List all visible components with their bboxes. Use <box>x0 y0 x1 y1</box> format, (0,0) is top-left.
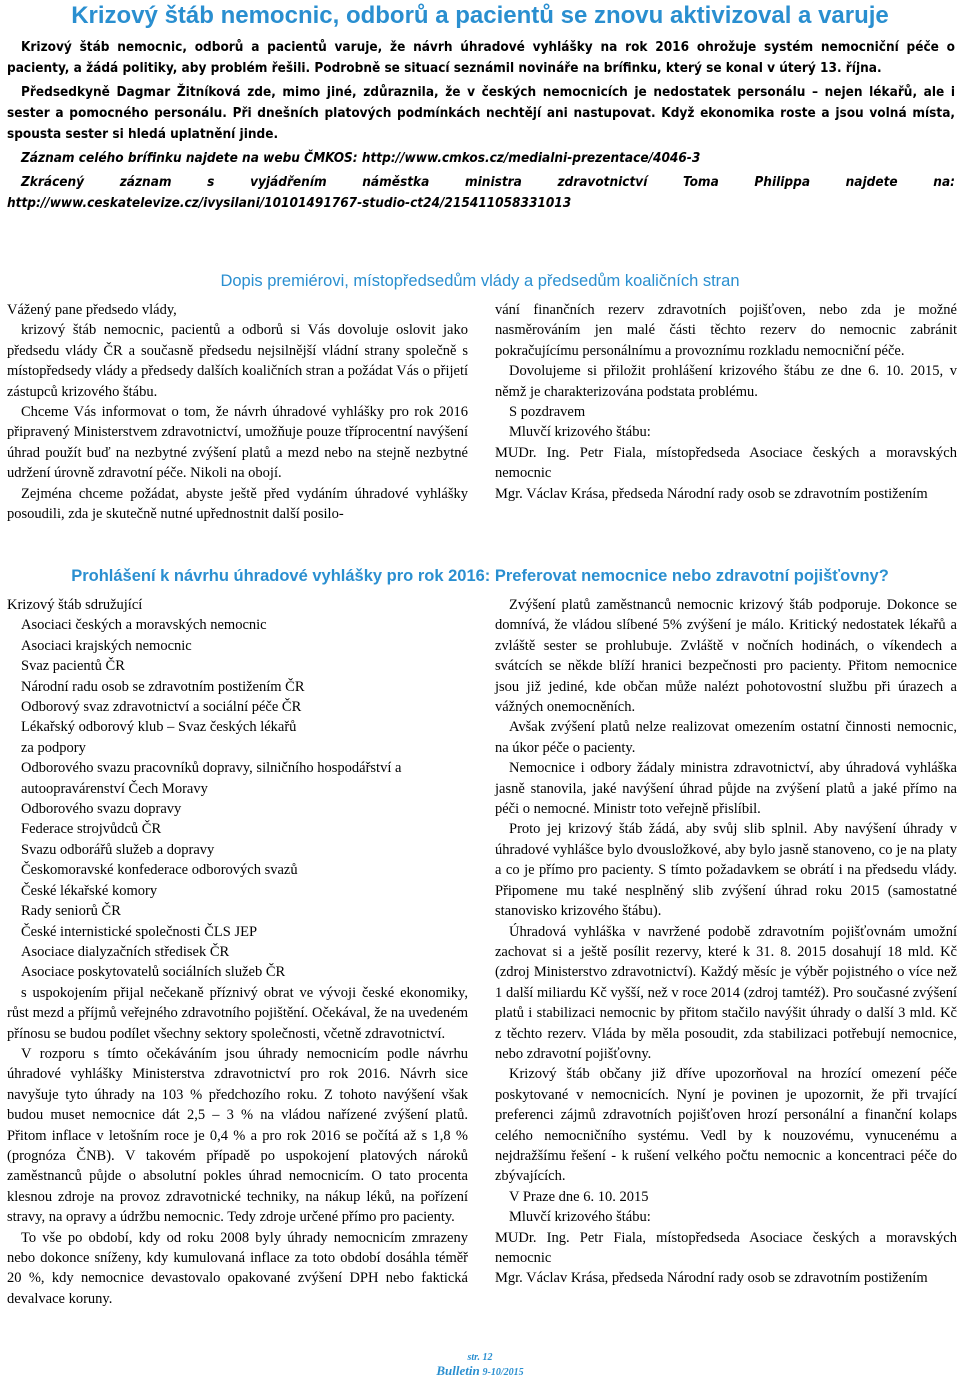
organization-list-item: Odborový svaz zdravotnictví a sociální péče ČR <box>21 699 302 716</box>
intro-paragraph-3: Záznam celého brífinku najdete na webu ČMKOS: http://www.cmkos.cz/medialni-prezentace/4046-3 <box>21 150 701 166</box>
intro-paragraph-2: Předsedkyně Dagmar Žitníková zde, mimo jiné, zdůraznila, že v českých nemocnicích je nedostatek personálu – nejen lékařů, ale i sester a pomocného personálu. Při dnešních platových podmínkách nechtějí ani nastupovat. Když ekonomika roste a jsou volná místa, spousta sester si hledá uplatnění jinde. <box>7 84 955 142</box>
declaration-paragraph: Úhradová vyhláška v navržené podobě zdravotním pojišťovnám umožní zachovat si a ještě posílit rezervy, které k 31. 8. 2015 dosahují 18 mld. Kč (zdroj Ministerstvo zdravotnictví). Každý měsíc je výběr pojistného o více než 1 další miliardu Kč vyšší, než v roce 2014 (zdroj tamtéž). Pro současné zvýšení platů i stabilizaci nemocnic by přitom stačilo navýšit úhrady o další 3 mld. Kč z těchto rezerv. Vláda by měla posoudit, zda stabilizaci potřebují nemocnice, nebo zdravotní pojišťovny. <box>495 923 957 1062</box>
intro-paragraph-1: Krizový štáb nemocnic, odborů a pacientů varuje, že návrh úhradové vyhlášky na rok 2016 ohrožuje systém nemocniční péče o pacienty, a žádá politiky, aby problém řešili. Podrobně se situací seznámil novináře na brífinku, který se konal v úterý 13. října. <box>7 39 955 76</box>
declaration-signature: Mgr. Václav Krása, předseda Národní rady osob se zdravotním postižením <box>495 1270 928 1287</box>
organization-list-item: Asociace poskytovatelů sociálních služeb ČR <box>21 964 286 981</box>
declaration-paragraph: To vše po období, kdy od roku 2008 byly úhrady nemocnicím zmrazeny nebo dokonce sníženy, kdy kumulovaná inflace za toto období dosáhla téměř 20 %, kdy nemocnice devastovalo opakované zvýšení DPH nebo faktická devalvace koruny. <box>7 1229 468 1307</box>
organization-list-item: Odborového svazu pracovníků dopravy, silničního hospodářství a autoopravárenství Čech Moravy <box>21 760 402 797</box>
organization-list-item: Federace strojvůdců ČR <box>21 821 162 838</box>
organization-list-item: Asociace dialyzačních středisek ČR <box>21 943 230 960</box>
declaration-signature: MUDr. Ing. Petr Fiala, místopředseda Asociace českých a moravských nemocnic <box>495 1229 957 1266</box>
declaration-place-date: V Praze dne 6. 10. 2015 <box>509 1188 649 1205</box>
letter-paragraph: Zejména chceme požádat, abyste ještě před vydáním úhradové vyhlášky posoudili, zda je skutečně nutné upřednostnit další posilo- <box>7 485 468 523</box>
letter-salutation: Vážený pane předsedo vlády, <box>7 302 177 318</box>
organization-list-item: Asociaci českých a moravských nemocnic <box>21 617 267 634</box>
letter-paragraph: Dovolujeme si přiložit prohlášení krizového štábu ze dne 6. 10. 2015, v němž je charakterizována podstata problému. <box>495 363 957 400</box>
letter-left-column <box>7 300 468 524</box>
letter-signature: Mgr. Václav Krása, předseda Národní rady osob se zdravotním postižením <box>495 485 928 502</box>
declaration-paragraph: Krizový štáb občany již dříve upozorňoval na hrozící omezení péče poskytované v nemocnicích. Nyní je povinen je upozornit, že při trvající preferenci zájmů zdravotních pojišťoven hrozí personální a finanční kolaps celého nemocničního systému. Vedl by k nouzovému, vynucenému a nejdražšímu řešení - k rušení velkého počtu nemocnic a koncentraci péče do zbývajících. <box>495 1066 957 1185</box>
declaration-paragraph: s uspokojením přijal nečekaně příznivý obrat ve vývoji české ekonomiky, růst mezd a příjmů veřejného zdravotního pojištění. Očekával, že na uvedeném přínosu se budou podílet všechny sektory společnosti, včetně zdravotnictví. <box>7 984 468 1042</box>
organization-list-item: Národní radu osob se zdravotním postižením ČR <box>21 678 305 695</box>
magazine-name: Bulletin <box>436 1363 480 1378</box>
organization-list-item: Asociaci krajských nemocnic <box>21 637 192 654</box>
declaration-paragraph: Zvýšení platů zaměstnanců nemocnic krizový štáb podporuje. Dokonce se domnívá, že vládou slíbené 5% zvýšení je málo. Kritický nedostatek lékařů a zvláště sester se prohlubuje. Zvláště v nočních hodinách, o víkendech a svátcích se někde blíží hranici bezpečnosti pro pacienty. Přitom nemocnice jsou již jediné, kde občan může nalézt pohotovostní službu při úrazech a vážných onemocněních. <box>495 597 957 716</box>
declaration-right-column <box>495 595 957 1289</box>
organization-list-item: České lékařské komory <box>21 882 158 899</box>
organization-list-item: Českomoravské konfederace odborových svazů <box>21 862 298 879</box>
declaration-lead: Krizový štáb sdružující <box>7 597 143 613</box>
organization-list-item: Rady seniorů ČR <box>21 903 121 920</box>
organization-list-item: Odborového svazu dopravy <box>21 801 182 818</box>
declaration-paragraph: V rozporu s tímto očekáváním jsou úhrady nemocnicím podle návrhu úhradové vyhlášky Ministerstva zdravotnictví pro rok 2016. Návrh sice navyšuje tyto úhrady na 103 % předchozího roku. Z tohoto navýšení však budou muset nemocnice dát 2,5 – 3 % na vládou nařízené zvýšení platů. Přitom inflace v letošním roce je 0,4 % a pro rok 2016 se počítá až s 1,8 % (prognóza ČNB). V takovém případě po uspokojení platových nároků zaměstnanců půjde o absolutní pokles úhrad nemocnicím. O tato procenta klesnou zdroje na provoz zdravotnické techniky, na nákup léků, na pořízení stravy, na opravy a údržbu nemocnic. Tedy zdroje určené přímo pro pacienty. <box>7 1045 468 1226</box>
article-title: Krizový štáb nemocnic, odborů a pacientů se znovu aktivizoval a varuje <box>71 2 889 29</box>
intro-paragraph-4: Zkrácený záznam s vyjádřením náměstka ministra zdravotnictví Toma Philippa najdete na: http://www.ceskatelevize.cz/ivysilani/10101491767-studio-ct24/215411058331013 <box>7 174 955 211</box>
letter-paragraph: vání finančních rezerv zdravotních pojišťoven, nebo zda je možné nasměrováním jen malé části těchto rezerv do nemocnic zabránit pokračujícímu personálnímu a provoznímu rozkladu nemocniční péče. <box>495 302 957 359</box>
article-intro <box>7 34 955 214</box>
organization-list-item: Lékařský odborový klub – Svaz českých lékařů <box>21 719 297 736</box>
support-label: za podpory <box>21 739 86 756</box>
member-list <box>7 615 468 737</box>
letter-paragraph: Chceme Vás informovat o tom, že návrh úhradové vyhlášky pro rok 2016 připravený Ministerstvem zdravotnictví, umožňuje pouze tříprocentní navýšení úhrad použít buď na nezbytné zvýšení platů a mezd nebo na stejně nezbytné udržení úrovně zdravotní péče. Nikoli na obojí. <box>7 404 468 482</box>
letter-right-column <box>495 300 957 504</box>
organization-list-item: Svaz pacientů ČR <box>21 658 125 675</box>
organization-list-item: České internistické společnosti ČLS JEP <box>21 923 258 940</box>
declaration-paragraph: Proto jej krizový štáb žádá, aby svůj slib splnil. Aby navýšení úhrady v úhradové vyhlášce bylo dvousložkové, aby bylo jasně stanoveno, co je na platy a co je přímo pro pacienty. S tímto požadavkem se obrátí i na předsedu vlády. Připomene mu také nesplněný slib zvýšení úhrad roku 2015 (samostatné stanovisko krizového štábu). <box>495 821 957 920</box>
letter-spokes-label: Mluvčí krizového štábu: <box>509 424 651 441</box>
declaration-paragraph: Nemocnice i odbory žádaly ministra zdravotnictví, aby úhradová vyhláška jasně stanovila, jaké navýšení úhrad půjde na zvýšení platů a jaké přímo na péči o nemocné. Ministr toto veřejně přislíbil. <box>495 760 957 818</box>
declaration-spokes-label: Mluvčí krizového štábu: <box>509 1209 651 1226</box>
page-footer <box>400 1351 560 1379</box>
supporter-list <box>7 758 468 982</box>
page-number: str. 12 <box>467 1352 493 1363</box>
letter-paragraph: krizový štáb nemocnic, pacientů a odborů si Vás dovoluje oslovit jako předsedu vlády ČR a současně předsedu nejsilnější vládní strany společně s místopředsedy vlády a předsedy dalších koaličních stran a požádat Vás o přijetí zástupců krizového štábu. <box>7 322 468 400</box>
organization-list-item: Svazu odborářů služeb a dopravy <box>21 841 215 858</box>
letter-heading: Dopis premiérovi, místopředsedům vlády a předsedům koaličních stran <box>220 272 740 290</box>
letter-closing: S pozdravem <box>509 404 586 421</box>
letter-signature: MUDr. Ing. Petr Fiala, místopředseda Asociace českých a moravských nemocnic <box>495 444 957 482</box>
declaration-heading: Prohlášení k návrhu úhradové vyhlášky pro rok 2016: Preferovat nemocnice nebo zdravotní pojišťovny? <box>71 567 889 585</box>
declaration-paragraph: Avšak zvýšení platů nelze realizovat omezením ostatní činnosti nemocnic, na úkor péče o pacienty. <box>495 719 957 756</box>
issue-number: 9-10/2015 <box>482 1367 524 1378</box>
declaration-left-column <box>7 595 468 1309</box>
